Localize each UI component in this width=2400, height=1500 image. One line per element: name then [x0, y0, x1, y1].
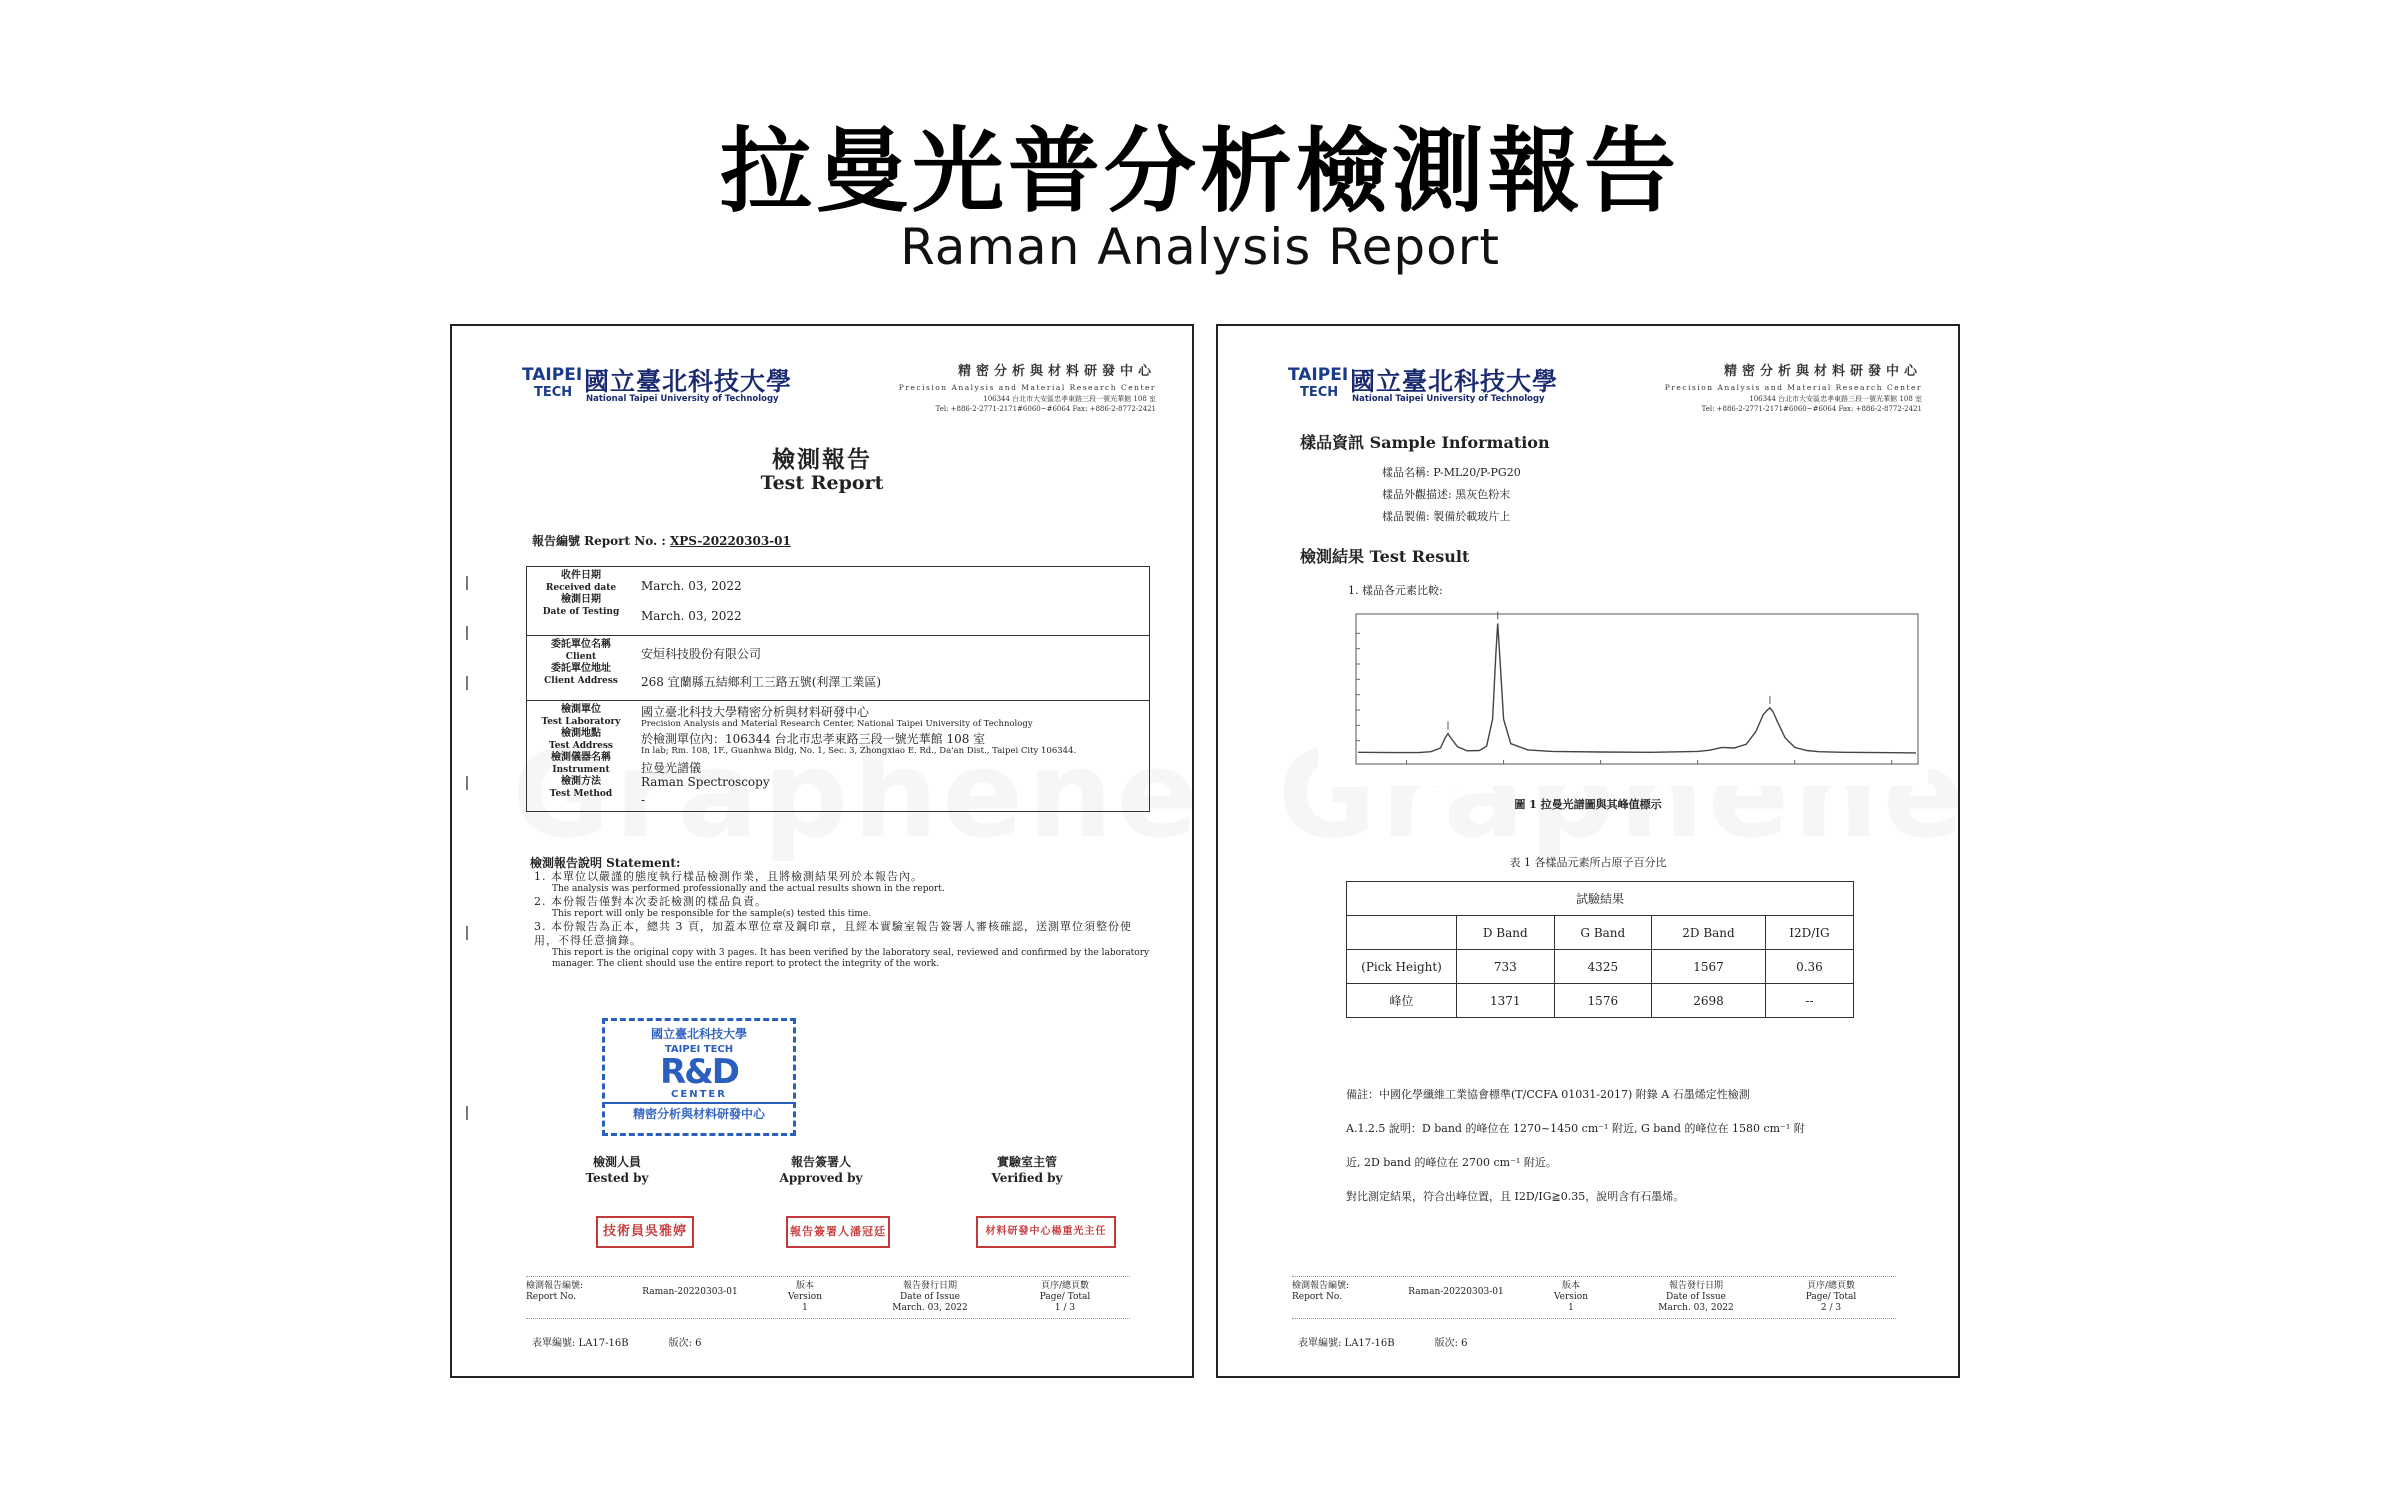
- university-logo: [1288, 366, 1558, 410]
- report-info-table: [526, 566, 1150, 812]
- center-phone: Tel: +886-2-2771-2171#6060~#6064 Fax: +886-2-8772-2421: [1701, 405, 1922, 413]
- table-column-row: D Band G Band 2D Band I2D/IG: [1347, 916, 1854, 950]
- report-page-2: [1216, 324, 1960, 1378]
- rd-center-stamp: 國立臺北科技大學 TAIPEI TECH R&D CENTER 精密分析與材料研發中心: [602, 1018, 796, 1136]
- test-result-heading: 檢測結果 Test Result: [1300, 547, 1470, 566]
- university-name-en: National Taipei University of Technology: [1352, 394, 1545, 404]
- center-phone: Tel: +886-2-2771-2171#6060~#6064 Fax: +886-2-8772-2421: [935, 405, 1156, 413]
- logo-mark: TAIPEI TECH: [522, 365, 583, 400]
- university-logo: [522, 366, 792, 410]
- table-caption: 表 1 各樣品元素所占原子百分比: [1509, 856, 1667, 869]
- report-number: 報告編號 Report No. : XPS-20220303-01: [532, 534, 791, 548]
- chart-background: [1318, 606, 1928, 786]
- lab-row: 檢測單位 Test Laboratory 檢測地點 Test Address 檢測儀器名稱 Instrument 檢測方法 Test Method 國立臺北科技大學精密分析與材料研發中心 Precision Analysis and Material Research Center, National Taipei University of Technology 於檢測單位內：106344 台北市忠孝東路三段一號光華館 108 室 In lab; Rm. 108, 1F., Guanhwa Bldg, No. 1, Sec. 3, Zhongxiao E. Rd., Da'an Dist., Taipei City 106344. 拉曼光譜儀 Raman Spectroscopy -: [541, 704, 1077, 807]
- center-name-zh: 精密分析與材料研發中心: [1723, 364, 1922, 379]
- table-row: (Pick Height) 733 4325 1567 0.36: [1347, 950, 1854, 984]
- page-footer: 檢測報告編號: Report No. Raman-20220303-01 版本 Version 1 報告發行日期 Date of Issue March. 03, 2022 頁序/總頁數 Page/ Total 1 / 3: [526, 1276, 1130, 1319]
- sample-preparation: 樣品製備: 製備於載玻片上: [1382, 510, 1511, 523]
- sample-description: 樣品外觀描述: 黑灰色粉末: [1382, 488, 1511, 501]
- report-title-en: Test Report: [760, 472, 884, 494]
- note-line-3: 近, 2D band 的峰位在 2700 cm⁻¹ 附近。: [1346, 1156, 1557, 1169]
- tested-by: 檢測人員 Tested by: [585, 1155, 649, 1185]
- statement-section: 檢測報告說明 Statement: 1. 本單位以嚴謹的態度執行樣品檢測作業，且將檢測結果列於本報告內。 The analysis was performed professionally and the actual results shown in the report. 2. 本份報告僅對本次委託檢測的樣品負責。 This report will only be responsible for the sample(s) tested this time. 3. 本份報告為正本，總共 3 頁，加蓋本單位章及鋼印章，且經本實驗室報告簽署人審核確認，送測單位須整份使用，不得任意摘錄。 This report is the original copy with 3 pages. It has been verified by the laboratory seal, reviewed and confirmed by the laboratory manager. The client should use the entire report to protect the integrity of the work.: [530, 856, 1150, 969]
- report-page-1: [450, 324, 1194, 1378]
- received-date-row: 收件日期 Received date 檢測日期 Date of Testing March. 03, 2022 March. 03, 2022: [527, 567, 1149, 636]
- binding-mark: [466, 626, 468, 640]
- center-header: [1652, 360, 1922, 413]
- page-title: 拉曼光普分析檢測報告: [719, 118, 1680, 225]
- table-row: 峰位 1371 1576 2698 --: [1347, 984, 1854, 1018]
- page-subtitle: Raman Analysis Report: [900, 218, 1500, 276]
- form-number: 表單編號: LA17-16B 版次: 6: [532, 1338, 702, 1349]
- binding-mark: [466, 1106, 468, 1120]
- note-line-4: 對比測定結果，符合出峰位置，且 I2D/IG≧0.35，說明含有石墨烯。: [1346, 1190, 1685, 1203]
- university-name-zh: 國立臺北科技大學: [1350, 367, 1559, 396]
- table-header-row: 試驗結果: [1347, 882, 1854, 916]
- binding-mark: [466, 676, 468, 690]
- client-row: 委託單位名稱 Client 委託單位地址 Client Address 安烜科技股份有限公司 268 宜蘭縣五結鄉利工三路五號(利澤工業區): [527, 636, 1149, 701]
- university-name-en: National Taipei University of Technology: [586, 394, 779, 404]
- center-name-en: Precision Analysis and Material Research Center: [898, 383, 1156, 392]
- sample-name: 樣品名稱: P-ML20/P-PG20: [1382, 466, 1521, 479]
- raman-results-table: [1346, 881, 1854, 1018]
- university-name-zh: 國立臺北科技大學: [584, 367, 793, 396]
- approved-by: 報告簽署人 Approved by: [779, 1155, 863, 1185]
- tester-seal: 技術員吳雅婷: [596, 1216, 694, 1248]
- result-item-1: 1. 樣品各元素比較:: [1348, 584, 1443, 597]
- verifier-seal: 材料研發中心楊重光主任: [976, 1216, 1116, 1248]
- note-line-2: A.1.2.5 說明：D band 的峰位在 1270~1450 cm⁻¹ 附近, G band 的峰位在 1580 cm⁻¹ 附: [1346, 1122, 1805, 1135]
- center-name-zh: 精密分析與材料研發中心: [957, 364, 1156, 379]
- note-line-1: 備註：中國化學纖維工業協會標準(T/CCFA 01031-2017) 附錄 A 石墨烯定性檢測: [1346, 1088, 1750, 1101]
- figure-caption: 圖 1 拉曼光譜圖與其峰值標示: [1514, 798, 1662, 811]
- raman-spectrum-chart: [1318, 606, 1928, 786]
- form-number: 表單編號: LA17-16B 版次: 6: [1298, 1338, 1468, 1349]
- binding-mark: [466, 576, 468, 590]
- logo-mark: TAIPEI TECH: [1288, 365, 1349, 400]
- center-name-en: Precision Analysis and Material Research Center: [1664, 383, 1922, 392]
- verified-by: 實驗室主管 Verified by: [991, 1155, 1063, 1185]
- center-header: [886, 360, 1156, 413]
- center-address: 106344 台北市大安區忠孝東路三段一號光華館 108 室: [983, 395, 1156, 403]
- sample-info-heading: 樣品資訊 Sample Information: [1300, 433, 1550, 452]
- binding-mark: [466, 776, 468, 790]
- center-address: 106344 台北市大安區忠孝東路三段一號光華館 108 室: [1749, 395, 1922, 403]
- report-title-zh: 檢測報告: [772, 446, 872, 473]
- binding-mark: [466, 926, 468, 940]
- approver-seal: 報告簽署人潘冠廷: [786, 1216, 890, 1248]
- page-footer: 檢測報告編號: Report No. Raman-20220303-01 版本 Version 1 報告發行日期 Date of Issue March. 03, 2022 頁序/總頁數 Page/ Total 2 / 3: [1292, 1276, 1896, 1319]
